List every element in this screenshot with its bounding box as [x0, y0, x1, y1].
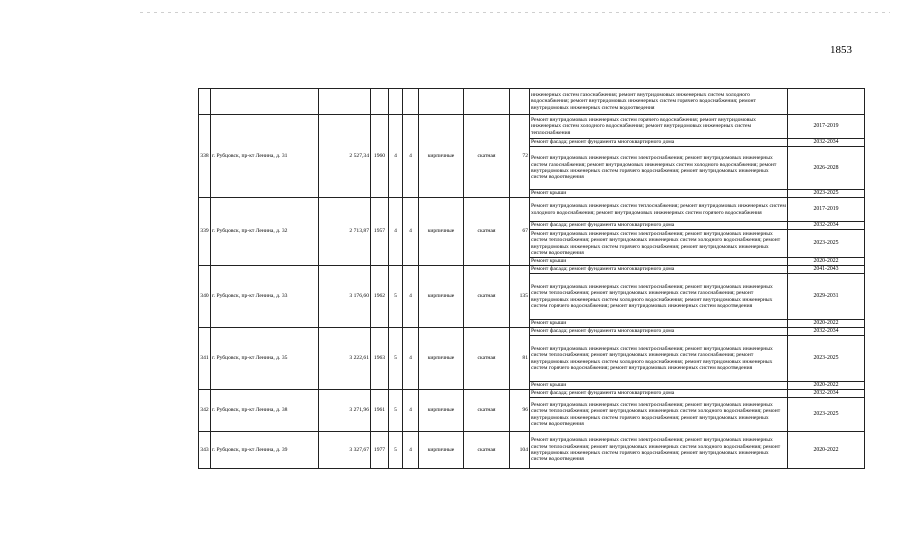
work-cell: Ремонт внутридомовых инженерных систем горячего водоснабжения; ремонт внутридомовых инженерных систем холодного водоснабжения; ремонт внутридомовых инженерных систем теплоснабжения	[530, 115, 788, 139]
period-cell: 2020-2022	[788, 382, 865, 390]
year-cell: 1960	[371, 115, 389, 198]
year-cell: 1961	[371, 390, 389, 432]
row-number-cell: 341	[199, 328, 211, 390]
roof-type-cell: скатная	[464, 390, 510, 432]
area-cell: 3 222,61	[319, 328, 371, 390]
year-cell: 1957	[371, 198, 389, 266]
page-number: 1853	[830, 44, 852, 56]
area-cell: 3 271,96	[319, 390, 371, 432]
entrances-cell: 4	[403, 328, 419, 390]
table-row	[199, 328, 865, 336]
work-cell: Ремонт внутридомовых инженерных систем электроснабжения; ремонт внутридомовых инженерных систем теплоснабжения; ремонт внутридомовых инженерных систем холодного водоснабжения; ремонт внутридомовых инженерных систем горячего водоснабжения; ремонт внутридомовых инженерных систем водоотведения	[530, 432, 788, 469]
period-cell: 2032-2034	[788, 390, 865, 398]
work-cell: Ремонт фасада; ремонт фундамента многоквартирного дома	[530, 266, 788, 274]
apartments-cell: 72	[510, 115, 530, 198]
work-cell: Ремонт крыши	[530, 258, 788, 266]
row-number-cell: 338	[199, 115, 211, 198]
address-cell: г. Рубцовск, пр-кт Ленина, д. 39	[211, 432, 319, 469]
apartments-cell: 67	[510, 198, 530, 266]
work-cell: Ремонт внутридомовых инженерных систем электроснабжения; ремонт внутридомовых инженерных систем теплоснабжения; ремонт внутридомовых инженерных систем холодного водоснабжения; ремонт внутридомовых инженерных систем горячего водоснабжения; ремонт внутридомовых инженерных систем водоотведения	[530, 398, 788, 432]
year-cell: 1962	[371, 266, 389, 328]
roof-type-cell: скатная	[464, 115, 510, 198]
work-cell: Ремонт внутридомовых инженерных систем электроснабжения; ремонт внутридомовых инженерных систем теплоснабжения; ремонт внутридомовых инженерных систем газоснабжения; ремонт внутридомовых инженерных систем холодного водоснабжения; ремонт внутридомовых инженерных систем горячего водоснабжения; ремонт внутридомовых инженерных систем водоотведения	[530, 274, 788, 320]
wall-material-cell: кирпичные	[419, 198, 464, 266]
scan-artifact-line	[140, 12, 890, 13]
area-cell: 3 176,60	[319, 266, 371, 328]
period-cell: 2032-2034	[788, 222, 865, 230]
period-cell: 2023-2025	[788, 190, 865, 198]
roof-type-cell: скатная	[464, 266, 510, 328]
period-cell: 2032-2034	[788, 139, 865, 147]
entrances-cell: 4	[403, 198, 419, 266]
period-cell: 2020-2022	[788, 320, 865, 328]
work-cell: Ремонт внутридомовых инженерных систем теплоснабжения; ремонт внутридомовых инженерных систем холодного водоснабжения; ремонт внутридомовых инженерных систем горячего водоснабжения	[530, 198, 788, 222]
table-row	[199, 432, 865, 469]
work-cell: Ремонт фасада; ремонт фундамента многоквартирного дома	[530, 328, 788, 336]
entrances-cell: 4	[403, 432, 419, 469]
wall-material-cell: кирпичные	[419, 266, 464, 328]
housing-repair-table	[198, 88, 865, 469]
work-cell: Ремонт фасада; ремонт фундамента многоквартирного дома	[530, 390, 788, 398]
address-cell: г. Рубцовск, пр-кт Ленина, д. 33	[211, 266, 319, 328]
address-cell: г. Рубцовск, пр-кт Ленина, д. 35	[211, 328, 319, 390]
floors-cell: 5	[389, 328, 403, 390]
period-cell: 2017-2019	[788, 115, 865, 139]
work-cell: Ремонт внутридомовых инженерных систем электроснабжения; ремонт внутридомовых инженерных систем теплоснабжения; ремонт внутридомовых инженерных систем газоснабжения; ремонт внутридомовых инженерных систем холодного водоснабжения; ремонт внутридомовых инженерных систем горячего водоснабжения; ремонт внутридомовых инженерных систем водоотведения	[530, 336, 788, 382]
period-cell: 2029-2031	[788, 274, 865, 320]
period-cell: 2023-2025	[788, 398, 865, 432]
area-cell: 2 527,34	[319, 115, 371, 198]
roof-type-cell: скатная	[464, 198, 510, 266]
work-cell: Ремонт фасада; ремонт фундамента многоквартирного дома	[530, 139, 788, 147]
work-cell: Ремонт крыши	[530, 320, 788, 328]
table-row	[199, 390, 865, 398]
period-cell: 2017-2019	[788, 198, 865, 222]
row-number-cell: 340	[199, 266, 211, 328]
area-cell: 3 327,67	[319, 432, 371, 469]
period-cell: 2023-2025	[788, 230, 865, 258]
year-cell: 1963	[371, 328, 389, 390]
period-cell: 2020-2022	[788, 258, 865, 266]
apartments-cell: 81	[510, 328, 530, 390]
entrances-cell: 4	[403, 266, 419, 328]
period-cell: 2026-2028	[788, 147, 865, 190]
table-row	[199, 89, 865, 115]
apartments-cell: 104	[510, 432, 530, 469]
area-cell: 2 713,87	[319, 198, 371, 266]
roof-type-cell: скатная	[464, 432, 510, 469]
roof-type-cell: скатная	[464, 328, 510, 390]
table-row	[199, 198, 865, 222]
period-cell	[788, 89, 865, 115]
address-cell: г. Рубцовск, пр-кт Ленина, д. 38	[211, 390, 319, 432]
address-cell: г. Рубцовск, пр-кт Ленина, д. 32	[211, 198, 319, 266]
apartments-cell: 135	[510, 266, 530, 328]
work-cell: Ремонт крыши	[530, 190, 788, 198]
table-row	[199, 266, 865, 274]
wall-material-cell: кирпичные	[419, 115, 464, 198]
row-number-cell: 342	[199, 390, 211, 432]
period-cell: 2041-2043	[788, 266, 865, 274]
wall-material-cell: кирпичные	[419, 328, 464, 390]
work-cell: инженерных систем газоснабжения; ремонт внутридомовых инженерных систем холодного водоснабжения; ремонт внутридомовых инженерных систем горячего водоснабжения; ремонт внутридомовых инженерных систем водоотведения	[530, 89, 788, 115]
floors-cell: 5	[389, 432, 403, 469]
floors-cell: 5	[389, 266, 403, 328]
work-cell: Ремонт фасада; ремонт фундамента многоквартирного дома	[530, 222, 788, 230]
floors-cell: 4	[389, 115, 403, 198]
period-cell: 2032-2034	[788, 328, 865, 336]
apartments-cell: 96	[510, 390, 530, 432]
wall-material-cell: кирпичные	[419, 432, 464, 469]
work-cell: Ремонт внутридомовых инженерных систем электроснабжения; ремонт внутридомовых инженерных систем газоснабжения; ремонт внутридомовых инженерных систем холодного водоснабжения; ремонт внутридомовых инженерных систем горячего водоснабжения; ремонт внутридомовых инженерных систем водоотведения	[530, 147, 788, 190]
entrances-cell: 4	[403, 115, 419, 198]
table-row	[199, 115, 865, 139]
period-cell: 2023-2025	[788, 336, 865, 382]
year-cell: 1977	[371, 432, 389, 469]
floors-cell: 5	[389, 390, 403, 432]
work-cell: Ремонт внутридомовых инженерных систем электроснабжения; ремонт внутридомовых инженерных систем теплоснабжения; ремонт внутридомовых инженерных систем холодного водоснабжения; ремонт внутридомовых инженерных систем горячего водоснабжения; ремонт внутридомовых инженерных систем водоотведения	[530, 230, 788, 258]
floors-cell: 4	[389, 198, 403, 266]
entrances-cell: 4	[403, 390, 419, 432]
row-number-cell: 343	[199, 432, 211, 469]
period-cell: 2020-2022	[788, 432, 865, 469]
row-number-cell: 339	[199, 198, 211, 266]
wall-material-cell: кирпичные	[419, 390, 464, 432]
work-cell: Ремонт крыши	[530, 382, 788, 390]
address-cell: г. Рубцовск, пр-кт Ленина, д. 31	[211, 115, 319, 198]
